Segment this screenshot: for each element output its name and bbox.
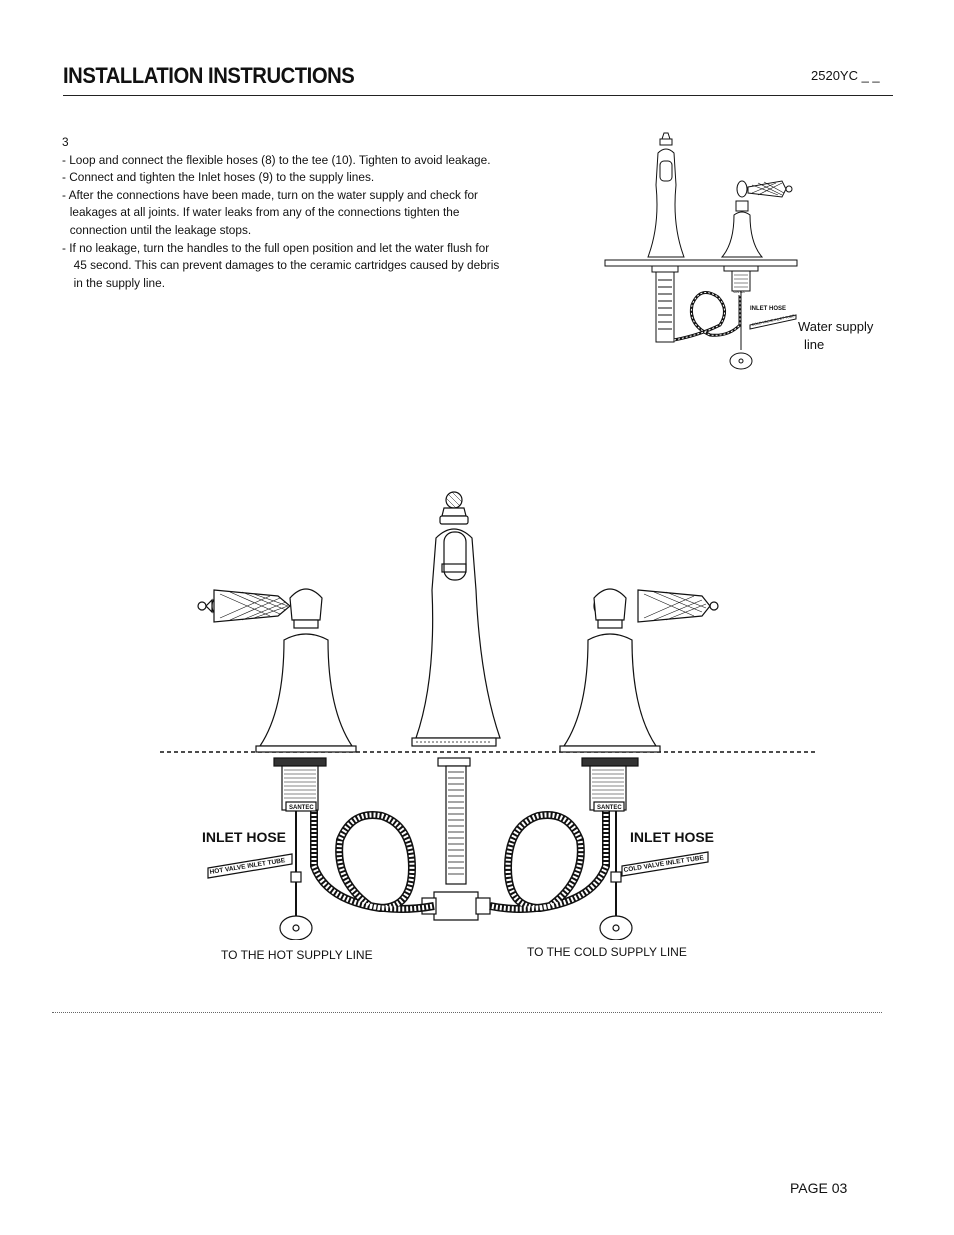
step-line-4: leakages at all joints. If water leaks from any of the connections tighten the bbox=[69, 205, 460, 220]
page-number: PAGE 03 bbox=[790, 1180, 848, 1196]
step-line-5: connection until the leakage stops. bbox=[69, 222, 252, 237]
hot-brand-label: SANTEC bbox=[289, 805, 314, 811]
hot-valve bbox=[198, 589, 356, 810]
model-number: 2520YC _ _ bbox=[811, 68, 880, 83]
step-number: 3 bbox=[62, 135, 69, 149]
water-supply-label-2: line bbox=[804, 337, 825, 352]
small-faucet-diagram bbox=[600, 125, 800, 375]
step-line-2: - Connect and tighten the Inlet hoses (9) to the supply lines. bbox=[62, 170, 375, 185]
step-line-3: - After the connections have been made, turn on the water supply and check for bbox=[62, 187, 478, 202]
step-line-6: - If no leakage, turn the handles to the full open position and let the water flush for bbox=[62, 240, 490, 255]
step-instructions bbox=[62, 134, 499, 292]
water-supply-label-1: Water supply bbox=[798, 319, 874, 334]
step-line-1: - Loop and connect the flexible hoses (8) to the tee (10). Tighten to avoid leakage. bbox=[62, 152, 491, 167]
header-rule bbox=[63, 95, 893, 96]
hot-tube-label: HOT VALVE INLET TUBE bbox=[209, 857, 286, 876]
small-inlet-hose-label: INLET HOSE bbox=[750, 306, 787, 312]
small-tube-label: COLD VALVE INLET TUBE bbox=[751, 313, 795, 327]
step-line-7: 45 second. This can prevent damages to the ceramic cartridges caused by debris bbox=[73, 258, 500, 273]
hot-supply-caption: TO THE HOT SUPPLY LINE bbox=[221, 948, 373, 962]
footer-rule bbox=[52, 1012, 882, 1013]
cold-brand-label: SANTEC bbox=[597, 805, 622, 811]
cold-supply-caption: TO THE COLD SUPPLY LINE bbox=[527, 945, 687, 959]
cold-tube-label: COLD VALVE INLET TUBE bbox=[623, 854, 705, 874]
page-title: INSTALLATION INSTRUCTIONS bbox=[63, 63, 355, 88]
counter-top bbox=[605, 260, 797, 266]
cold-valve bbox=[560, 589, 718, 810]
small-brand-label: SANTEC bbox=[733, 290, 746, 294]
cold-inlet-hose-label: INLET HOSE bbox=[630, 829, 715, 845]
spout bbox=[412, 492, 500, 920]
hot-inlet-hose-label: INLET HOSE bbox=[202, 829, 287, 845]
water-supply-label bbox=[798, 318, 873, 354]
main-faucet-diagram bbox=[150, 480, 830, 940]
step-line-8: in the supply line. bbox=[73, 275, 166, 290]
small-spout bbox=[648, 133, 684, 342]
small-valve bbox=[722, 181, 792, 291]
